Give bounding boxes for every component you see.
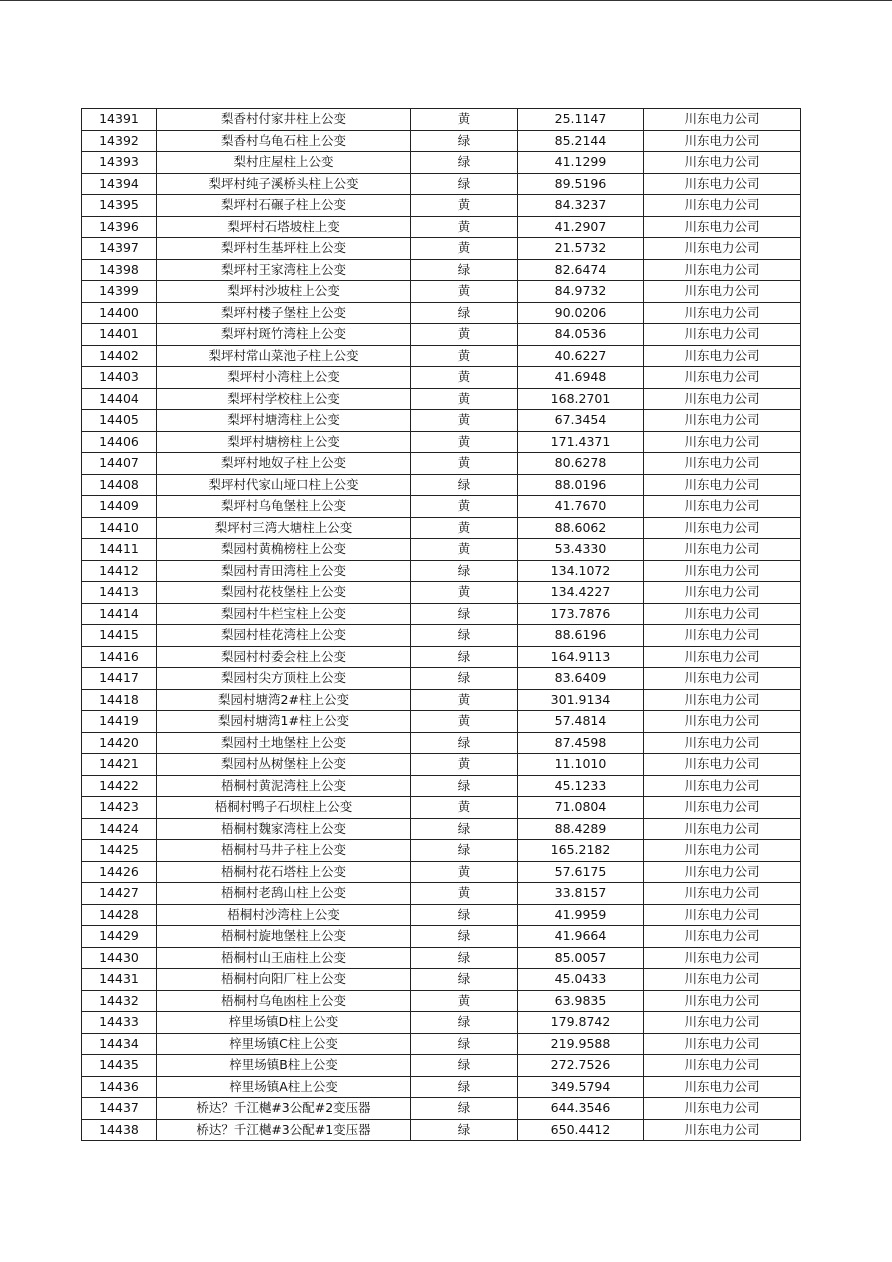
table-row	[82, 582, 801, 604]
transformer-name-cell: 梧桐村鸭子石坝柱上公变	[157, 797, 411, 819]
table-row	[82, 453, 801, 475]
value-cell: 53.4330	[518, 539, 644, 561]
value-cell: 41.2907	[518, 216, 644, 238]
status-cell: 绿	[411, 302, 518, 324]
transformer-name-cell: 梨园村牛栏宝柱上公变	[157, 603, 411, 625]
status-cell: 黄	[411, 517, 518, 539]
table-row	[82, 216, 801, 238]
status-cell: 黄	[411, 990, 518, 1012]
value-cell: 171.4371	[518, 431, 644, 453]
row-number-cell: 14426	[82, 861, 157, 883]
status-cell: 黄	[411, 216, 518, 238]
row-number-cell: 14436	[82, 1076, 157, 1098]
transformer-name-cell: 梓里场镇A柱上公变	[157, 1076, 411, 1098]
row-number-cell: 14422	[82, 775, 157, 797]
row-number-cell: 14401	[82, 324, 157, 346]
company-cell: 川东电力公司	[644, 689, 801, 711]
company-cell: 川东电力公司	[644, 324, 801, 346]
table-row	[82, 388, 801, 410]
row-number-cell: 14403	[82, 367, 157, 389]
transformer-name-cell: 梧桐村老鸹山柱上公变	[157, 883, 411, 905]
transformer-name-cell: 梨坪村学校柱上公变	[157, 388, 411, 410]
value-cell: 11.1010	[518, 754, 644, 776]
transformer-name-cell: 梧桐村黄泥湾柱上公变	[157, 775, 411, 797]
table-row	[82, 861, 801, 883]
status-cell: 黄	[411, 238, 518, 260]
row-number-cell: 14430	[82, 947, 157, 969]
status-cell: 绿	[411, 775, 518, 797]
transformer-name-cell: 梨园村丛树堡柱上公变	[157, 754, 411, 776]
transformer-name-cell: 梨园村塘湾2#柱上公变	[157, 689, 411, 711]
transformer-name-cell: 梨坪村楼子堡柱上公变	[157, 302, 411, 324]
transformer-name-cell: 梨坪村三湾大塘柱上公变	[157, 517, 411, 539]
table-row	[82, 130, 801, 152]
company-cell: 川东电力公司	[644, 1098, 801, 1120]
status-cell: 绿	[411, 969, 518, 991]
table-row	[82, 883, 801, 905]
row-number-cell: 14407	[82, 453, 157, 475]
table-row	[82, 1055, 801, 1077]
company-cell: 川东电力公司	[644, 281, 801, 303]
table-row	[82, 904, 801, 926]
table-row	[82, 1076, 801, 1098]
status-cell: 绿	[411, 840, 518, 862]
company-cell: 川东电力公司	[644, 904, 801, 926]
transformer-name-cell: 梧桐村乌龟凼柱上公变	[157, 990, 411, 1012]
value-cell: 33.8157	[518, 883, 644, 905]
status-cell: 黄	[411, 496, 518, 518]
row-number-cell: 14420	[82, 732, 157, 754]
table-row	[82, 689, 801, 711]
company-cell: 川东电力公司	[644, 990, 801, 1012]
value-cell: 173.7876	[518, 603, 644, 625]
row-number-cell: 14406	[82, 431, 157, 453]
company-cell: 川东电力公司	[644, 453, 801, 475]
transformer-name-cell: 梨坪村地奴子柱上公变	[157, 453, 411, 475]
company-cell: 川东电力公司	[644, 109, 801, 131]
table-row	[82, 474, 801, 496]
value-cell: 67.3454	[518, 410, 644, 432]
row-number-cell: 14432	[82, 990, 157, 1012]
row-number-cell: 14410	[82, 517, 157, 539]
company-cell: 川东电力公司	[644, 1012, 801, 1034]
row-number-cell: 14418	[82, 689, 157, 711]
value-cell: 45.1233	[518, 775, 644, 797]
status-cell: 绿	[411, 732, 518, 754]
transformer-name-cell: 梧桐村沙湾柱上公变	[157, 904, 411, 926]
row-number-cell: 14431	[82, 969, 157, 991]
row-number-cell: 14438	[82, 1119, 157, 1141]
table-row	[82, 517, 801, 539]
transformer-name-cell: 梧桐村旋地堡柱上公变	[157, 926, 411, 948]
transformer-name-cell: 梧桐村魏家湾柱上公变	[157, 818, 411, 840]
table-row	[82, 302, 801, 324]
table-row	[82, 1033, 801, 1055]
row-number-cell: 14393	[82, 152, 157, 174]
table-row	[82, 603, 801, 625]
status-cell: 绿	[411, 1119, 518, 1141]
transformer-name-cell: 梨坪村塘湾柱上公变	[157, 410, 411, 432]
company-cell: 川东电力公司	[644, 711, 801, 733]
status-cell: 绿	[411, 259, 518, 281]
transformer-name-cell: 梨坪村沙坡柱上公变	[157, 281, 411, 303]
transformer-name-cell: 梧桐村马井子柱上公变	[157, 840, 411, 862]
value-cell: 85.0057	[518, 947, 644, 969]
transformer-name-cell: 梨园村土地堡柱上公变	[157, 732, 411, 754]
row-number-cell: 14395	[82, 195, 157, 217]
value-cell: 164.9113	[518, 646, 644, 668]
status-cell: 绿	[411, 152, 518, 174]
value-cell: 134.4227	[518, 582, 644, 604]
transformer-name-cell: 梨坪村斑竹湾柱上公变	[157, 324, 411, 346]
table-row	[82, 152, 801, 174]
transformer-name-cell: 梓里场镇B柱上公变	[157, 1055, 411, 1077]
table-row	[82, 926, 801, 948]
row-number-cell: 14433	[82, 1012, 157, 1034]
status-cell: 绿	[411, 603, 518, 625]
status-cell: 黄	[411, 883, 518, 905]
table-row	[82, 109, 801, 131]
table-row	[82, 732, 801, 754]
value-cell: 88.6196	[518, 625, 644, 647]
value-cell: 41.9959	[518, 904, 644, 926]
company-cell: 川东电力公司	[644, 582, 801, 604]
value-cell: 301.9134	[518, 689, 644, 711]
value-cell: 272.7526	[518, 1055, 644, 1077]
company-cell: 川东电力公司	[644, 173, 801, 195]
transformer-name-cell: 梨园村青田湾柱上公变	[157, 560, 411, 582]
value-cell: 82.6474	[518, 259, 644, 281]
value-cell: 84.0536	[518, 324, 644, 346]
table-row	[82, 195, 801, 217]
company-cell: 川东电力公司	[644, 818, 801, 840]
status-cell: 绿	[411, 474, 518, 496]
table-row	[82, 625, 801, 647]
company-cell: 川东电力公司	[644, 560, 801, 582]
company-cell: 川东电力公司	[644, 646, 801, 668]
company-cell: 川东电力公司	[644, 1076, 801, 1098]
table-row	[82, 173, 801, 195]
value-cell: 88.4289	[518, 818, 644, 840]
row-number-cell: 14394	[82, 173, 157, 195]
transformer-name-cell: 梨坪村代家山垭口柱上公变	[157, 474, 411, 496]
row-number-cell: 14411	[82, 539, 157, 561]
row-number-cell: 14428	[82, 904, 157, 926]
company-cell: 川东电力公司	[644, 1033, 801, 1055]
company-cell: 川东电力公司	[644, 259, 801, 281]
row-number-cell: 14397	[82, 238, 157, 260]
row-number-cell: 14413	[82, 582, 157, 604]
company-cell: 川东电力公司	[644, 1119, 801, 1141]
company-cell: 川东电力公司	[644, 410, 801, 432]
transformer-name-cell: 梧桐村向阳厂柱上公变	[157, 969, 411, 991]
status-cell: 黄	[411, 539, 518, 561]
row-number-cell: 14398	[82, 259, 157, 281]
value-cell: 90.0206	[518, 302, 644, 324]
table-row	[82, 668, 801, 690]
value-cell: 71.0804	[518, 797, 644, 819]
company-cell: 川东电力公司	[644, 517, 801, 539]
row-number-cell: 14414	[82, 603, 157, 625]
value-cell: 85.2144	[518, 130, 644, 152]
status-cell: 黄	[411, 410, 518, 432]
status-cell: 绿	[411, 625, 518, 647]
row-number-cell: 14402	[82, 345, 157, 367]
table-row	[82, 259, 801, 281]
row-number-cell: 14427	[82, 883, 157, 905]
status-cell: 黄	[411, 345, 518, 367]
table-row	[82, 238, 801, 260]
value-cell: 63.9835	[518, 990, 644, 1012]
status-cell: 黄	[411, 324, 518, 346]
transformer-name-cell: 梨园村花枝堡柱上公变	[157, 582, 411, 604]
table-row	[82, 345, 801, 367]
row-number-cell: 14437	[82, 1098, 157, 1120]
table-row	[82, 410, 801, 432]
transformer-name-cell: 梧桐村山王庙柱上公变	[157, 947, 411, 969]
value-cell: 168.2701	[518, 388, 644, 410]
table-row	[82, 1098, 801, 1120]
value-cell: 219.9588	[518, 1033, 644, 1055]
company-cell: 川东电力公司	[644, 840, 801, 862]
status-cell: 绿	[411, 1012, 518, 1034]
row-number-cell: 14399	[82, 281, 157, 303]
row-number-cell: 14417	[82, 668, 157, 690]
transformer-name-cell: 梨香村乌龟石柱上公变	[157, 130, 411, 152]
company-cell: 川东电力公司	[644, 797, 801, 819]
company-cell: 川东电力公司	[644, 238, 801, 260]
status-cell: 黄	[411, 861, 518, 883]
status-cell: 绿	[411, 947, 518, 969]
transformer-name-cell: 梨坪村塘榜柱上公变	[157, 431, 411, 453]
status-cell: 绿	[411, 1098, 518, 1120]
row-number-cell: 14396	[82, 216, 157, 238]
value-cell: 349.5794	[518, 1076, 644, 1098]
value-cell: 57.6175	[518, 861, 644, 883]
table-row	[82, 431, 801, 453]
status-cell: 黄	[411, 281, 518, 303]
status-cell: 黄	[411, 388, 518, 410]
company-cell: 川东电力公司	[644, 431, 801, 453]
table-row	[82, 990, 801, 1012]
company-cell: 川东电力公司	[644, 539, 801, 561]
table-row	[82, 840, 801, 862]
company-cell: 川东电力公司	[644, 130, 801, 152]
row-number-cell: 14404	[82, 388, 157, 410]
value-cell: 84.9732	[518, 281, 644, 303]
value-cell: 57.4814	[518, 711, 644, 733]
table-body	[82, 109, 801, 1141]
table-row	[82, 969, 801, 991]
company-cell: 川东电力公司	[644, 668, 801, 690]
transformer-name-cell: 梨园村塘湾1#柱上公变	[157, 711, 411, 733]
status-cell: 绿	[411, 926, 518, 948]
status-cell: 黄	[411, 689, 518, 711]
company-cell: 川东电力公司	[644, 603, 801, 625]
company-cell: 川东电力公司	[644, 732, 801, 754]
table-row	[82, 1119, 801, 1141]
value-cell: 179.8742	[518, 1012, 644, 1034]
transformer-name-cell: 梧桐村花石塔柱上公变	[157, 861, 411, 883]
company-cell: 川东电力公司	[644, 195, 801, 217]
company-cell: 川东电力公司	[644, 216, 801, 238]
table-row	[82, 281, 801, 303]
status-cell: 绿	[411, 1055, 518, 1077]
company-cell: 川东电力公司	[644, 1055, 801, 1077]
status-cell: 黄	[411, 109, 518, 131]
row-number-cell: 14405	[82, 410, 157, 432]
status-cell: 绿	[411, 560, 518, 582]
value-cell: 88.0196	[518, 474, 644, 496]
table-row	[82, 367, 801, 389]
status-cell: 黄	[411, 582, 518, 604]
company-cell: 川东电力公司	[644, 496, 801, 518]
company-cell: 川东电力公司	[644, 345, 801, 367]
status-cell: 黄	[411, 431, 518, 453]
value-cell: 89.5196	[518, 173, 644, 195]
table-row	[82, 539, 801, 561]
row-number-cell: 14415	[82, 625, 157, 647]
row-number-cell: 14392	[82, 130, 157, 152]
transformer-table	[81, 108, 801, 1141]
value-cell: 87.4598	[518, 732, 644, 754]
status-cell: 绿	[411, 646, 518, 668]
transformer-name-cell: 梨坪村生基坪柱上公变	[157, 238, 411, 260]
table-row	[82, 560, 801, 582]
company-cell: 川东电力公司	[644, 947, 801, 969]
table-row	[82, 754, 801, 776]
row-number-cell: 14416	[82, 646, 157, 668]
company-cell: 川东电力公司	[644, 152, 801, 174]
transformer-name-cell: 梨村庄屋柱上公变	[157, 152, 411, 174]
value-cell: 80.6278	[518, 453, 644, 475]
row-number-cell: 14412	[82, 560, 157, 582]
table-row	[82, 818, 801, 840]
transformer-name-cell: 桥达？千江樾#3公配#1变压器	[157, 1119, 411, 1141]
transformer-name-cell: 梨园村桂花湾柱上公变	[157, 625, 411, 647]
table-row	[82, 775, 801, 797]
status-cell: 绿	[411, 1033, 518, 1055]
value-cell: 40.6227	[518, 345, 644, 367]
row-number-cell: 14425	[82, 840, 157, 862]
table-row	[82, 324, 801, 346]
status-cell: 黄	[411, 367, 518, 389]
table-row	[82, 496, 801, 518]
row-number-cell: 14435	[82, 1055, 157, 1077]
company-cell: 川东电力公司	[644, 754, 801, 776]
company-cell: 川东电力公司	[644, 969, 801, 991]
row-number-cell: 14424	[82, 818, 157, 840]
company-cell: 川东电力公司	[644, 388, 801, 410]
company-cell: 川东电力公司	[644, 883, 801, 905]
company-cell: 川东电力公司	[644, 367, 801, 389]
value-cell: 644.3546	[518, 1098, 644, 1120]
status-cell: 绿	[411, 818, 518, 840]
transformer-name-cell: 梨香村付家井柱上公变	[157, 109, 411, 131]
row-number-cell: 14429	[82, 926, 157, 948]
value-cell: 88.6062	[518, 517, 644, 539]
page-top-border	[0, 0, 892, 1]
value-cell: 41.7670	[518, 496, 644, 518]
transformer-name-cell: 梓里场镇C柱上公变	[157, 1033, 411, 1055]
row-number-cell: 14408	[82, 474, 157, 496]
transformer-name-cell: 梨坪村常山菜池子柱上公变	[157, 345, 411, 367]
value-cell: 41.1299	[518, 152, 644, 174]
company-cell: 川东电力公司	[644, 861, 801, 883]
value-cell: 41.6948	[518, 367, 644, 389]
row-number-cell: 14409	[82, 496, 157, 518]
transformer-name-cell: 梨坪村小湾柱上公变	[157, 367, 411, 389]
value-cell: 134.1072	[518, 560, 644, 582]
row-number-cell: 14391	[82, 109, 157, 131]
transformer-name-cell: 桥达？千江樾#3公配#2变压器	[157, 1098, 411, 1120]
value-cell: 41.9664	[518, 926, 644, 948]
value-cell: 165.2182	[518, 840, 644, 862]
company-cell: 川东电力公司	[644, 302, 801, 324]
value-cell: 83.6409	[518, 668, 644, 690]
company-cell: 川东电力公司	[644, 926, 801, 948]
transformer-name-cell: 梨园村村委会柱上公变	[157, 646, 411, 668]
row-number-cell: 14400	[82, 302, 157, 324]
transformer-name-cell: 梨园村黄桷榜柱上公变	[157, 539, 411, 561]
status-cell: 绿	[411, 904, 518, 926]
company-cell: 川东电力公司	[644, 625, 801, 647]
value-cell: 25.1147	[518, 109, 644, 131]
table-row	[82, 646, 801, 668]
table-row	[82, 711, 801, 733]
status-cell: 绿	[411, 668, 518, 690]
transformer-name-cell: 梨坪村乌龟堡柱上公变	[157, 496, 411, 518]
status-cell: 黄	[411, 195, 518, 217]
transformer-name-cell: 梨坪村石碾子柱上公变	[157, 195, 411, 217]
status-cell: 绿	[411, 1076, 518, 1098]
table-row	[82, 797, 801, 819]
company-cell: 川东电力公司	[644, 474, 801, 496]
transformer-name-cell: 梨坪村王家湾柱上公变	[157, 259, 411, 281]
row-number-cell: 14421	[82, 754, 157, 776]
value-cell: 84.3237	[518, 195, 644, 217]
transformer-name-cell: 梨坪村石塔坡柱上变	[157, 216, 411, 238]
status-cell: 绿	[411, 130, 518, 152]
row-number-cell: 14423	[82, 797, 157, 819]
value-cell: 650.4412	[518, 1119, 644, 1141]
status-cell: 黄	[411, 711, 518, 733]
transformer-name-cell: 梓里场镇D柱上公变	[157, 1012, 411, 1034]
company-cell: 川东电力公司	[644, 775, 801, 797]
transformer-name-cell: 梨坪村纯子溪桥头柱上公变	[157, 173, 411, 195]
table-row	[82, 1012, 801, 1034]
table-row	[82, 947, 801, 969]
value-cell: 21.5732	[518, 238, 644, 260]
status-cell: 黄	[411, 797, 518, 819]
row-number-cell: 14434	[82, 1033, 157, 1055]
row-number-cell: 14419	[82, 711, 157, 733]
transformer-name-cell: 梨园村尖方顶柱上公变	[157, 668, 411, 690]
status-cell: 黄	[411, 754, 518, 776]
status-cell: 绿	[411, 173, 518, 195]
value-cell: 45.0433	[518, 969, 644, 991]
status-cell: 黄	[411, 453, 518, 475]
